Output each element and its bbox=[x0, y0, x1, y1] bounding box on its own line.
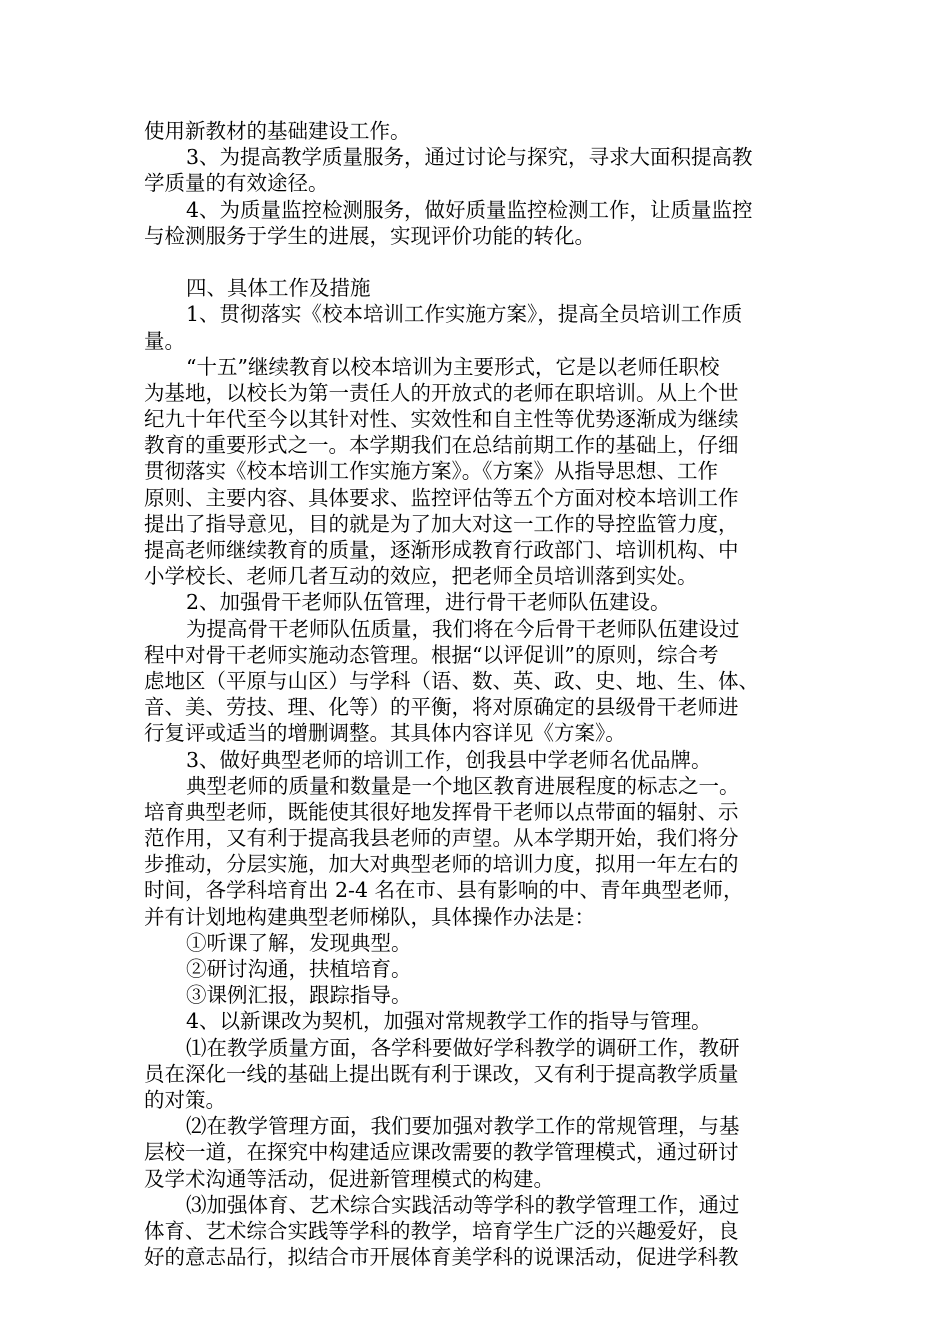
text-line: 纪九十年代至今以其针对性、实效性和自主性等优势逐渐成为继续 bbox=[144, 407, 739, 432]
text-line: 学质量的有效途径。 bbox=[144, 171, 329, 196]
text-line: 程中对骨干老师实施动态管理。根据“以评促训”的原则，综合考 bbox=[144, 642, 719, 667]
text-line: 的对策。 bbox=[144, 1087, 226, 1112]
text-line: 虑地区（平原与山区）与学科（语、数、英、政、史、地、生、体、 bbox=[144, 668, 759, 693]
text-line: 时间，各学科培育出 2-4 名在市、县有影响的中、青年典型老师， bbox=[144, 878, 744, 903]
text-line: 好的意志品行，拟结合市开展体育美学科的说课活动，促进学科教 bbox=[144, 1245, 739, 1270]
text-line: 小学校长、老师几者互动的效应，把老师全员培训落到实处。 bbox=[144, 564, 698, 589]
text-line: 与检测服务于学生的进展，实现评价功能的转化。 bbox=[144, 223, 595, 248]
blank-line bbox=[144, 249, 824, 275]
text-line: 行复评或适当的增删调整。其具体内容详见《方案》。 bbox=[144, 721, 626, 746]
text-line: ②研讨沟通，扶植培育。 bbox=[186, 957, 412, 981]
text-line: 为基地，以校长为第一责任人的开放式的老师在职培训。从上个世 bbox=[144, 380, 739, 405]
text-line: 并有计划地构建典型老师梯队，具体操作办法是： bbox=[144, 904, 595, 929]
text-line: 为提高骨干老师队伍质量，我们将在今后骨干老师队伍建设过 bbox=[186, 616, 740, 641]
text-line: 层校一道，在探究中构建适应课改需要的教学管理模式，通过研讨 bbox=[144, 1140, 739, 1165]
text-line: 员在深化一线的基础上提出既有利于课改，又有利于提高教学质量 bbox=[144, 1061, 739, 1086]
text-line: 1、贯彻落实《校本培训工作实施方案》，提高全员培训工作质 bbox=[186, 302, 743, 327]
text-line: 教育的重要形式之一。本学期我们在总结前期工作的基础上，仔细 bbox=[144, 433, 739, 458]
text-line: 及学术沟通等活动，促进新管理模式的构建。 bbox=[144, 1166, 554, 1191]
text-line: 3、为提高教学质量服务，通过讨论与探究，寻求大面积提高教 bbox=[186, 145, 753, 170]
text-line: ③课例汇报，跟踪指导。 bbox=[186, 983, 412, 1008]
text-line: 培育典型老师，既能使其很好地发挥骨干老师以点带面的辐射、示 bbox=[144, 799, 739, 824]
text-line: ⑶加强体育、艺术综合实践活动等学科的教学管理工作，通过 bbox=[186, 1192, 740, 1217]
text-line: 提高老师继续教育的质量，逐渐形成教育行政部门、培训机构、中 bbox=[144, 538, 739, 562]
text-line: 使用新教材的基础建设工作。 bbox=[144, 119, 411, 143]
text-line: 4、为质量监控检测服务，做好质量监控检测工作，让质量监控 bbox=[186, 197, 753, 222]
text-line: 范作用，又有利于提高我县老师的声望。从本学期开始，我们将分 bbox=[144, 826, 739, 851]
text-line: ①听课了解，发现典型。 bbox=[186, 930, 412, 955]
text-line: ⑵在教学管理方面，我们要加强对教学工作的常规管理，与基 bbox=[186, 1114, 740, 1139]
text-line: 典型老师的质量和数量是一个地区教育进展程度的标志之一。 bbox=[186, 773, 740, 798]
document-page bbox=[144, 118, 824, 1270]
text-line: ⑴在教学质量方面，各学科要做好学科教学的调研工作，教研 bbox=[186, 1035, 740, 1060]
text-line: 体育、艺术综合实践等学科的教学，培育学生广泛的兴趣爱好，良 bbox=[144, 1218, 739, 1243]
text-line: “十五”继续教育以校本培训为主要形式，它是以老师任职校 bbox=[186, 354, 720, 379]
text-line: 量。 bbox=[144, 328, 185, 353]
text-line: 音、美、劳技、理、化等）的平衡，将对原确定的县级骨干老师进 bbox=[144, 695, 739, 720]
text-line: 提出了指导意见，目的就是为了加大对这一工作的导控监管力度， bbox=[144, 511, 739, 536]
text-line: 原则、主要内容、具体要求、监控评估等五个方面对校本培训工作 bbox=[144, 485, 739, 510]
text-line: 四、具体工作及措施 bbox=[186, 276, 371, 301]
text-line: 3、做好典型老师的培训工作，创我县中学老师名优品牌。 bbox=[186, 747, 712, 772]
text-line: 2、加强骨干老师队伍管理，进行骨干老师队伍建设。 bbox=[186, 590, 671, 615]
text-line: 4、以新课改为契机，加强对常规教学工作的指导与管理。 bbox=[186, 1009, 712, 1034]
text-line: 贯彻落实《校本培训工作实施方案》。《方案》从指导思想、工作 bbox=[144, 459, 718, 484]
text-line: 步推动，分层实施，加大对典型老师的培训力度，拟用一年左右的 bbox=[144, 852, 739, 877]
